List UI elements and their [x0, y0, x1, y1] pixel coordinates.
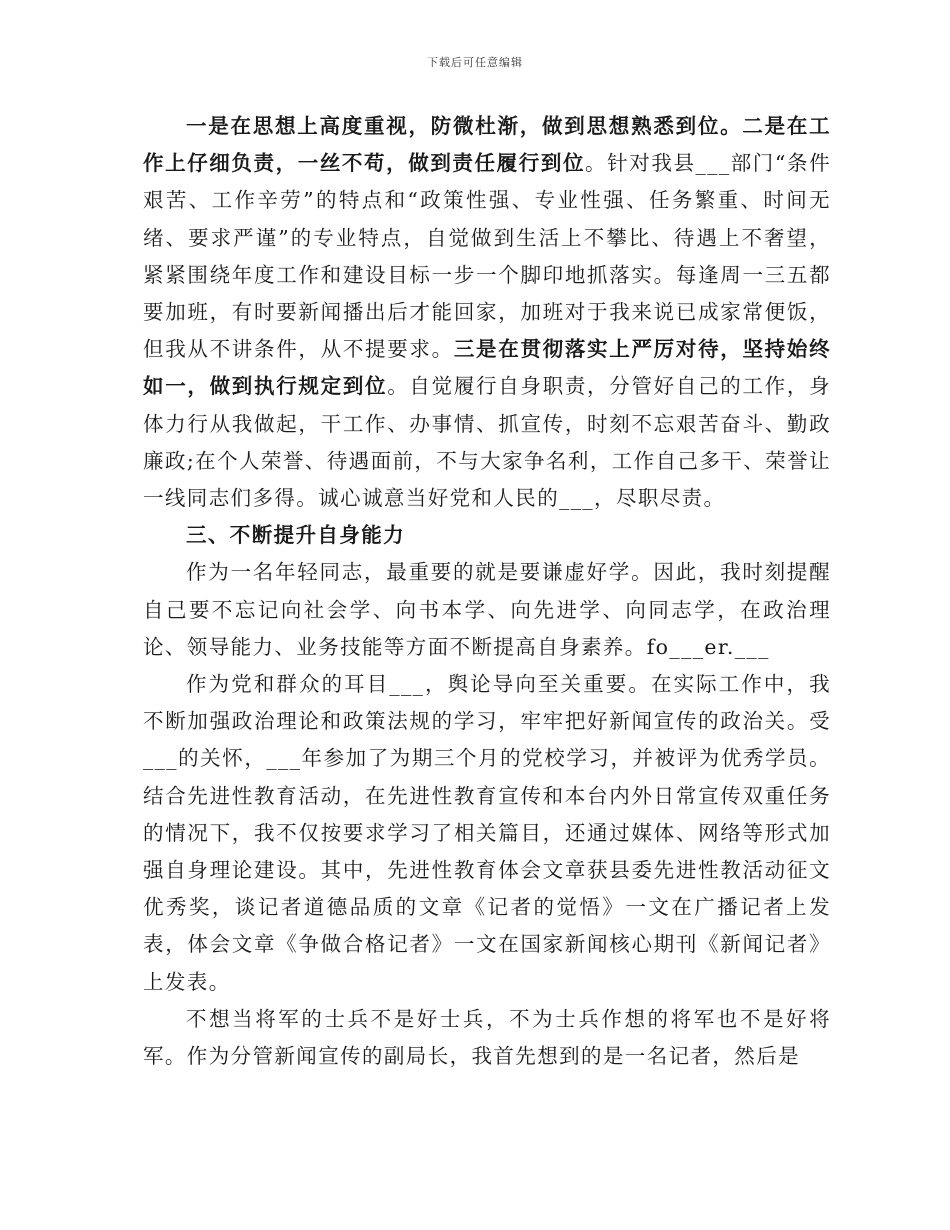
paragraph-learning: 作为一名年轻同志，最重要的就是要谦虚好学。因此，我时刻提醒自己要不忘记向社会学、向书本学、向先进学、向同志学，在政治理论、领导能力、业务技能等方面不断提高自身素养。fo___er.___ [143, 560, 831, 659]
paragraph-theory: 作为党和群众的耳目___，舆论导向至关重要。在实际工作中，我不断加强政治理论和政策法规的学习，牢牢把好新闻宣传的政治关。受___的关怀，___年参加了为期三个月的党校学习，并被评为优秀学员。结合先进性教育活动，在先进性教育宣传和本台内外日常宣传双重任务的情况下，我不仅按要求学习了相关篇目，还通过媒体、网络等形式加强自身理论建设。其中，先进性教育体会文章获县委先进性教活动征文优秀奖，谈记者道德品质的文章《记者的觉悟》一文在广播记者上发表，体会文章《争做合格记者》一文在国家新闻核心期刊《新闻记者》上发表。 [143, 672, 831, 994]
paragraph-duties [143, 108, 831, 517]
paragraph-soldier: 不想当将军的士兵不是好士兵，不为士兵作想的将军也不是好将军。作为分管新闻宣传的副局长，我首先想到的是一名记者，然后是 [143, 1006, 831, 1069]
paragraph-text: 。针对我县___部门“条件艰苦、工作辛劳”的特点和“政策性强、专业性强、任务繁重、时间无绪、要求严谨”的专业特点，自觉做到生活上不攀比、待遇上不奢望，紧紧围绕年度工作和建设目标一步一个脚印地抓落实。每逢周一三五都要加班，有时要新闻播出后才能回家，加班对于我来说已成家常便饭，但我从不讲条件，从不提要求。 [143, 151, 831, 362]
paragraph-text: 。自觉履行自身职责，分管好自己的工作，身体力行从我做起，干工作、办事情、抓宣传，时刻不忘艰苦奋斗、勤政廉政;在个人荣誉、待遇面前，不与大家争名利，工作自己多干、荣誉让一线同志们多得。诚心诚意当好党和人民的___，尽职尽责。 [143, 374, 831, 511]
document-body [143, 108, 831, 1075]
section-heading: 三、不断提升自身能力 [186, 523, 405, 548]
page-header: 下载后可任意编辑 [427, 56, 523, 69]
bold-phrase-three: 三是在贯彻落实上严厉对待，坚持始终如一，做到执行规定到位 [143, 337, 831, 399]
bold-phrase-one-two: 一是在思想上高度重视，防微杜渐，做到思想熟悉到位。二是在工作上仔细负责，一丝不苟，做到责任履行到位 [143, 114, 831, 176]
